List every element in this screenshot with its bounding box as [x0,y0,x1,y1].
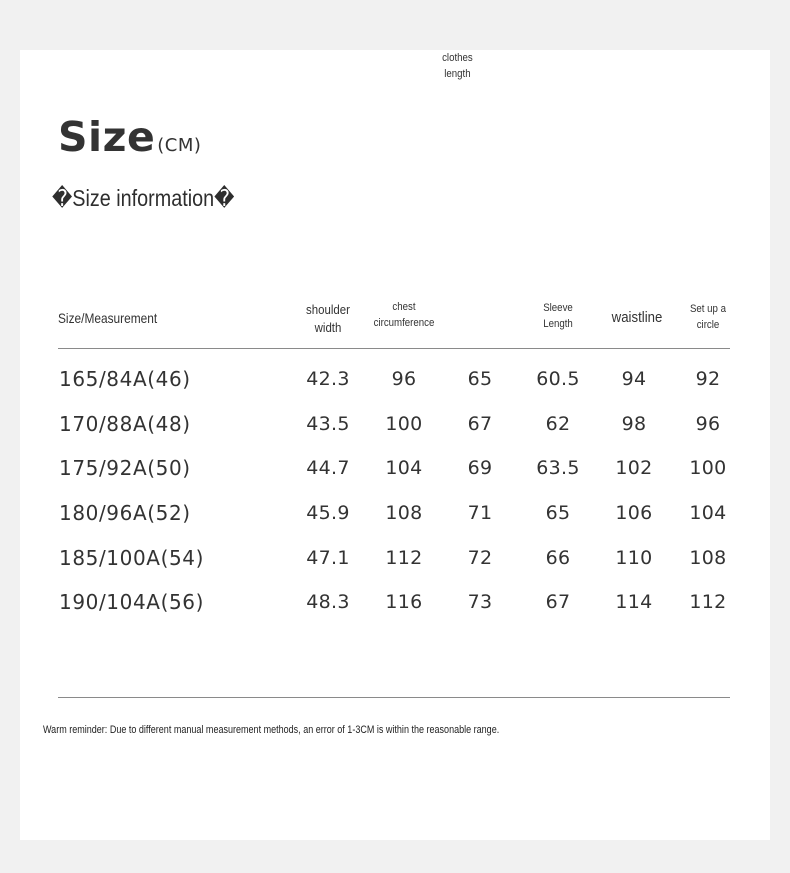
table-row [20,543,770,573]
cell-size: 175/92A(50) [59,456,191,480]
cell-waistline: 98 [621,413,647,435]
cell-set-up-a-circle: 112 [689,591,727,613]
cell-sleeve-length: 66 [545,547,571,569]
table-row [20,409,770,439]
table-row [20,453,770,483]
cell-size: 190/104A(56) [59,590,205,614]
header-line: Set up a [689,303,727,315]
header-line: width [314,320,342,335]
cell-chest-circumference: 112 [385,547,423,569]
warm-reminder-note: Warm reminder: Due to different manual measurement methods, an error of 1-3CM is within the reasonable range. [43,724,500,736]
header-shoulder-width [293,301,363,337]
table-row [20,587,770,617]
header-set-up-a-circle [673,301,743,333]
cell-clothes-length: 65 [467,368,493,390]
cell-chest-circumference: 100 [385,413,423,435]
cell-sleeve-length: 60.5 [536,368,580,390]
cell-sleeve-length: 65 [545,502,571,524]
cell-chest-circumference: 96 [391,368,417,390]
cell-shoulder-width: 44.7 [306,457,350,479]
title-main: Size [58,113,156,161]
cell-shoulder-width: 43.5 [306,413,350,435]
cell-waistline: 94 [621,368,647,390]
header-divider [58,348,730,349]
table-row [20,498,770,528]
title-unit: (CM) [157,135,202,156]
cell-shoulder-width: 47.1 [306,547,350,569]
cell-shoulder-width: 48.3 [306,591,350,613]
cell-sleeve-length: 67 [545,591,571,613]
cell-size: 170/88A(48) [59,412,191,436]
footer-divider [58,697,730,698]
section-heading: �Size information� [52,185,235,211]
header-line: circumference [373,317,435,329]
header-line: waistline [611,309,663,326]
table-row [20,364,770,394]
cell-shoulder-width: 42.3 [306,368,350,390]
cell-set-up-a-circle: 96 [695,413,721,435]
cell-set-up-a-circle: 104 [689,502,727,524]
cell-shoulder-width: 45.9 [306,502,350,524]
header-line: chest [392,301,416,313]
cell-set-up-a-circle: 92 [695,368,721,390]
cell-clothes-length: 73 [467,591,493,613]
header-size: Size/Measurement [58,310,158,326]
header-chest-circumference [360,299,448,331]
cell-waistline: 114 [615,591,653,613]
cell-chest-circumference: 108 [385,502,423,524]
header-line: circle [696,319,720,331]
header-line: clothes [442,52,473,64]
cell-chest-circumference: 116 [385,591,423,613]
cell-size: 185/100A(54) [59,546,205,570]
header-clothes-length [442,50,473,82]
cell-waistline: 102 [615,457,653,479]
header-sleeve-length [523,300,593,332]
cell-clothes-length: 67 [467,413,493,435]
cell-size: 180/96A(52) [59,501,191,525]
cell-clothes-length: 72 [467,547,493,569]
cell-set-up-a-circle: 108 [689,547,727,569]
header-line: Sleeve [543,302,573,314]
size-chart-card [20,50,770,840]
header-line: shoulder [306,302,350,317]
cell-size: 165/84A(46) [59,367,191,391]
header-line: Length [543,318,573,330]
cell-sleeve-length: 63.5 [536,457,580,479]
cell-set-up-a-circle: 100 [689,457,727,479]
header-waistline [602,309,672,327]
cell-clothes-length: 69 [467,457,493,479]
cell-waistline: 110 [615,547,653,569]
cell-waistline: 106 [615,502,653,524]
page-title [58,112,201,171]
header-line: length [444,68,471,80]
cell-sleeve-length: 62 [545,413,571,435]
cell-clothes-length: 71 [467,502,493,524]
cell-chest-circumference: 104 [385,457,423,479]
